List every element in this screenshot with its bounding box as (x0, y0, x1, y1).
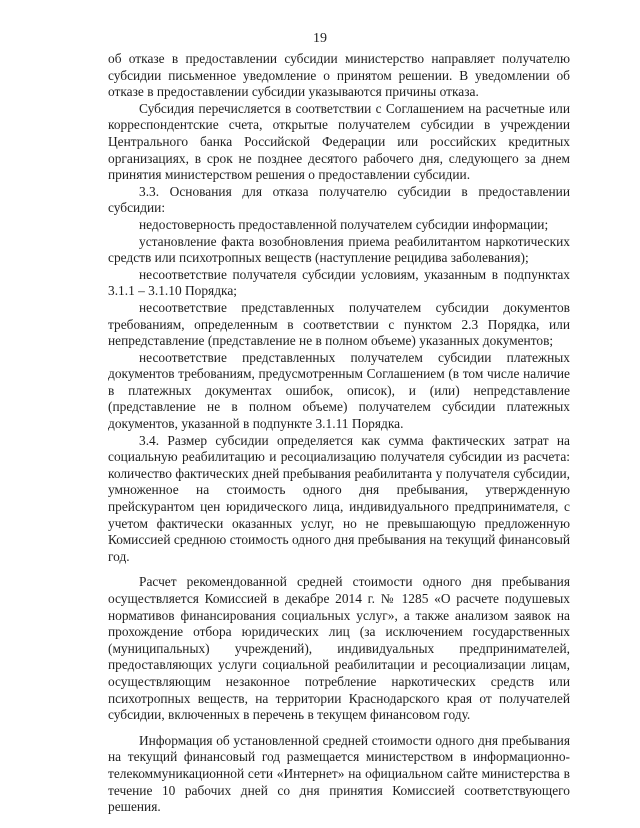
paragraph-3-4-subsidy-size: 3.4. Размер субсидии определяется как сумма фактических затрат на социальную реабилитацию и ресоциализацию получателя субсидии из расчета: количество фактических дней пребывания реабилитанта у получателя субсидии, умноженное на стоимость одного дня пребывания, утвержденную прейскурантом цен юридического лица, индивидуального предпринимателя, с учетом фактически оказанных услуг, но не превышающую предложенную Комиссией среднюю стоимость одного дня пребывания на текущий финансовый год. (108, 432, 570, 564)
paragraph-subsidy-transfer: Субсидия перечисляется в соответствии с Соглашением на расчетные или корреспондентские счета, открытые получателем субсидии в учреждении Центрального банка Российской Федерации или российских кредитных организациях, в срок не позднее десятого рабочего дня, следующего за днем принятия министерством решения о предоставлении субсидии. (108, 100, 570, 183)
list-item-conditions-mismatch: несоответствие получателя субсидии условиям, указанным в подпунктах 3.1.1 – 3.1.10 Порядка; (108, 266, 570, 299)
list-item-relapse: установление факта возобновления приема реабилитантом наркотических средств или психотропных веществ (наступление рецидива заболевания); (108, 233, 570, 266)
paragraph-3-3-heading: 3.3. Основания для отказа получателю субсидии в предоставлении субсидии: (108, 183, 570, 216)
list-item-payment-documents: несоответствие представленных получателем субсидии платежных документов требованиям, предусмотренным Соглашением (в том числе наличие в платежных документах ошибок, описок), и (или) непредставление (представление не в полном объеме) получателем субсидии платежных документов, указанной в подпункте 3.1.11 Порядка. (108, 349, 570, 432)
paragraph-cost-publication: Информация об установленной средней стоимости одного дня пребывания на текущий финансовый год размещается министерством в информационно-телекоммуникационной сети «Интернет» на официальном сайте министерства в течение 10 рабочих дней со дня принятия Комиссией соответствующего решения. (108, 732, 570, 815)
document-body (108, 51, 570, 816)
page-number: 19 (313, 31, 327, 46)
list-item-unreliable-info: недостоверность предоставленной получателем субсидии информации; (139, 216, 549, 232)
paragraph-cost-calculation: Расчет рекомендованной средней стоимости одного дня пребывания осуществляется Комиссией в декабре 2014 г. № 1285 «О расчете подушевых нормативов финансирования социальных услуг», а также анализом заявок на прохождение отбора юридических лиц (за исключением государственных (муниципальных) учреждений), индивидуальных предпринимателей, предоставляющих услуги социальной реабилитации и ресоциализации лицам, осуществляющим незаконное потребление наркотических средств или психотропных веществ, на территории Краснодарского края от получателей субсидии, включенных в перечень в текущем финансовом году. (108, 574, 570, 723)
paragraph-refusal-notice: об отказе в предоставлении субсидии министерство направляет получателю субсидии письменное уведомление о принятом решении. В уведомлении об отказе в предоставлении субсидии указываются причины отказа. (108, 51, 570, 100)
list-item-documents-mismatch: несоответствие представленных получателем субсидии документов требованиям, определенным в соответствии с пунктом 2.3 Порядка, или непредставление (представление не в полном объеме) указанных документов; (108, 299, 570, 349)
